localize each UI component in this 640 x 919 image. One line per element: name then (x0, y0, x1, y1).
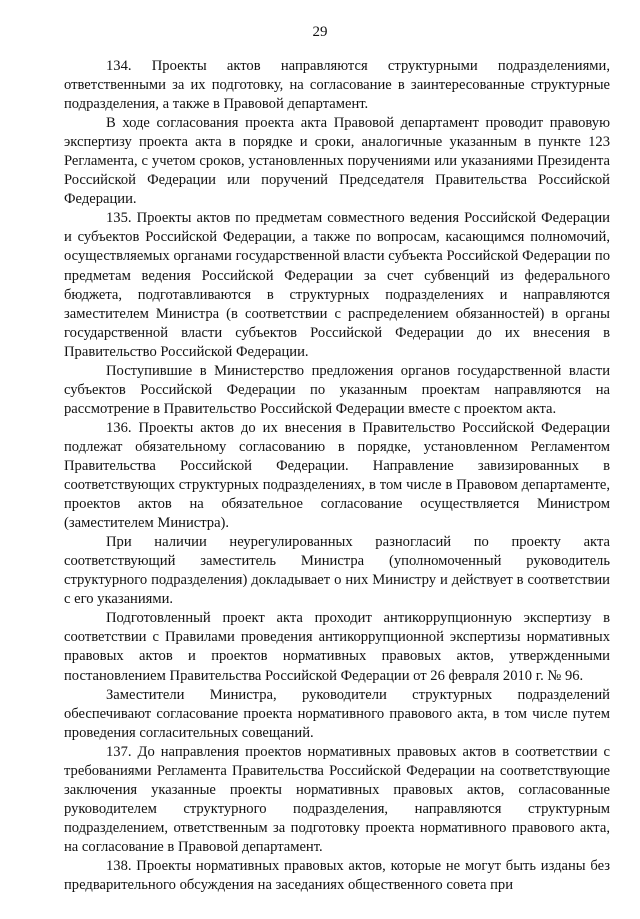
page-number: 29 (312, 24, 328, 40)
paragraph-135-proposals: Поступившие в Министерство предложения органов государственной власти субъектов Российской Федерации по указанным проектам направляются на рассмотрение в Правительство Российской Федерации вместе с проектом акта. (64, 362, 610, 417)
paragraph-134: 134. Проекты актов направляются структурными подразделениями, ответственными за их подготовку, на согласование в заинтересованные структурные подразделения, а также в Правовой департамент. (64, 58, 610, 113)
paragraph-135: 135. Проекты актов по предметам совместного ведения Российской Федерации и субъектов Российской Федерации, а также по вопросам, касающимся полномочий, осуществляемых органами государственной власти субъекта Российской Федерации по предметам ведения Российской Федерации за счет субвенций из федерального бюджета, подготавливаются в структурных подразделениях и направляются заместителем Министра (в соответствии с распределением обязанностей) в органы государственной власти субъектов Российской Федерации до их внесения в Правительство Российской Федерации. (64, 210, 610, 360)
paragraph-136-disagreements: При наличии неурегулированных разногласий по проекту акта соответствующий заместитель Министра (уполномоченный руководитель структурного подразделения) докладывает о них Министру и действует в соответствии с его указаниями. (64, 534, 610, 608)
paragraph-137: 137. До направления проектов нормативных правовых актов в соответствии с требованиями Регламента Правительства Российской Федерации на соответствующие заключения указанные проекты нормативных правовых актов, согласованные руководителем структурного подразделения, направляются структурным подразделением, ответственным за подготовку проекта нормативного правового акта, на согласование в Правовой департамент. (64, 743, 610, 855)
paragraph-136: 136. Проекты актов до их внесения в Правительство Российской Федерации подлежат обязательному согласованию в порядке, установленном Регламентом Правительства Российской Федерации. Направление завизированных в соответствующих структурных подразделениях, в том числе в Правовом департаменте, проектов актов на обязательное согласование осуществляется Министром (заместителем Министра). (64, 419, 610, 532)
paragraph-138: 138. Проекты нормативных правовых актов, которые не могут быть изданы без предварительного обсуждения на заседаниях общественного совета при (64, 857, 610, 894)
paragraph-136-meetings: Заместители Министра, руководители структурных подразделений обеспечивают согласование проекта нормативного правового акта, в том числе путем проведения согласительных совещаний. (64, 686, 610, 741)
document-body (64, 57, 610, 895)
paragraph-136-anticorruption: Подготовленный проект акта проходит антикоррупционную экспертизу в соответствии с Правилами проведения антикоррупционной экспертизы нормативных правовых актов и проектов нормативных правовых актов, утвержденными постановлением Правительства Российской Федерации от 26 февраля 2010 г. № 96. (64, 610, 610, 684)
paragraph-134-review: В ходе согласования проекта акта Правовой департамент проводит правовую экспертизу проекта акта в порядке и сроки, аналогичные указанным в пункте 123 Регламента, с учетом сроков, установленных поручениями или указаниями Президента Российской Федерации или поручений Председателя Правительства Российской Федерации. (64, 115, 610, 208)
